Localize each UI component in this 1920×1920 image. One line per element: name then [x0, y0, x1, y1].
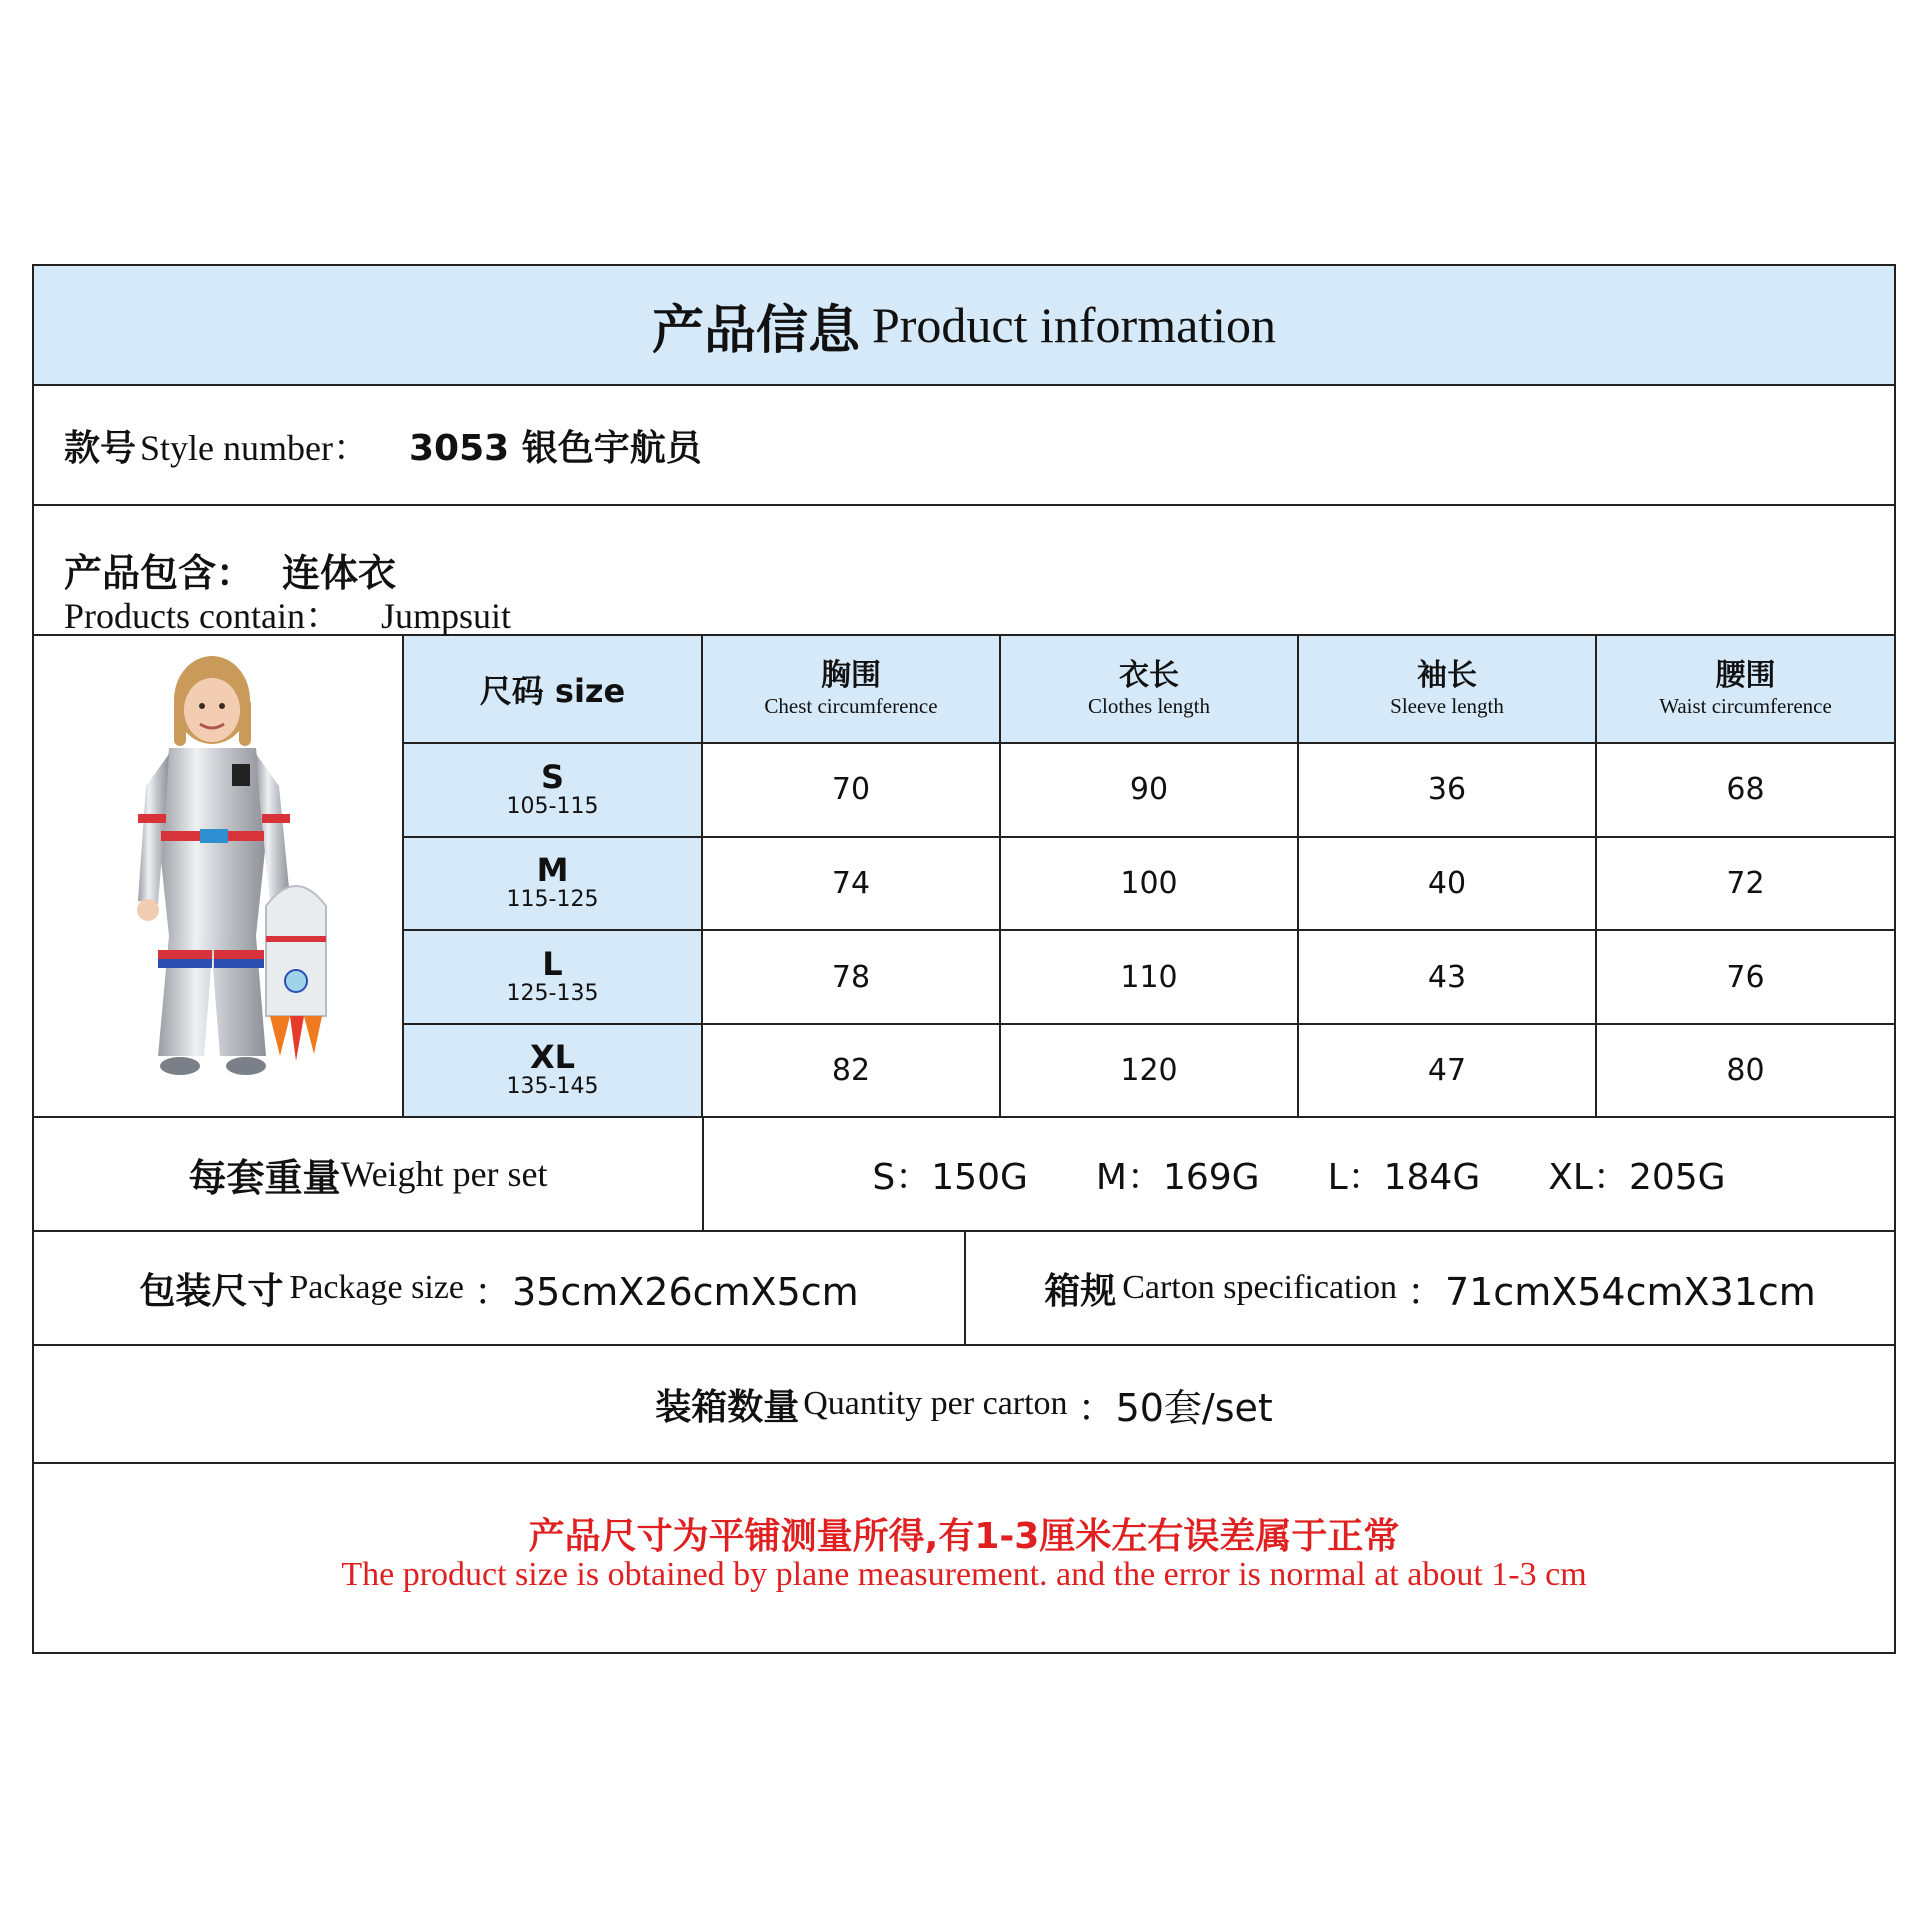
product-info-sheet — [32, 264, 1896, 1654]
size-label-cell — [404, 743, 702, 837]
note-zh: 产品尺寸为平铺测量所得,有1-3厘米左右误差属于正常 — [528, 1516, 1400, 1557]
size-label-cell — [404, 930, 702, 1024]
sleeve-header-en: Sleeve length — [1390, 694, 1504, 718]
sleeve-column-header — [1298, 636, 1596, 743]
weight-value-s: S：150G — [872, 1156, 1028, 1198]
sleeve-cell: 40 — [1298, 837, 1596, 931]
size-height: 115-125 — [506, 887, 599, 913]
weight-label — [34, 1118, 704, 1230]
weight-value-m: M：169G — [1095, 1156, 1260, 1198]
carton-value: ：71cmX54cmX31cm — [1406, 1269, 1816, 1314]
size-label-cell — [404, 1024, 702, 1116]
note-en: The product size is obtained by plane measurement. and the error is normal at about 1-3 cm — [341, 1556, 1587, 1593]
waist-column-header — [1596, 636, 1894, 743]
size-name: L — [542, 945, 563, 984]
size-name: S — [540, 757, 565, 796]
quantity-label-en: Quantity per carton — [803, 1385, 1068, 1422]
length-header-en: Clothes length — [1088, 694, 1210, 718]
sleeve-cell: 43 — [1298, 930, 1596, 1024]
quantity-row — [34, 1346, 1894, 1464]
size-name: M — [536, 851, 569, 890]
sleeve-cell: 36 — [1298, 743, 1596, 837]
table-row — [404, 743, 1894, 837]
waist-cell: 76 — [1596, 930, 1894, 1024]
style-value: 3053 银色宇航员 — [409, 427, 702, 469]
table-row — [404, 930, 1894, 1024]
weight-row — [34, 1118, 1894, 1232]
chest-column-header — [702, 636, 1000, 743]
weight-label-zh: 每套重量 — [188, 1155, 341, 1200]
package-label-zh: 包装尺寸 — [139, 1270, 284, 1312]
length-header-zh: 衣长 — [1119, 658, 1179, 693]
header-row — [34, 266, 1894, 386]
length-cell: 90 — [1000, 743, 1298, 837]
sleeve-cell: 47 — [1298, 1024, 1596, 1116]
carton-label-zh: 箱规 — [1044, 1270, 1117, 1312]
header-title-en: Product information — [871, 297, 1277, 353]
product-photo — [34, 636, 404, 1116]
size-table — [404, 636, 1894, 1116]
length-cell: 120 — [1000, 1024, 1298, 1116]
contain-label-zh: 产品包含： — [64, 551, 255, 595]
size-area — [34, 636, 1894, 1118]
table-row — [404, 1024, 1894, 1116]
waist-header-zh: 腰围 — [1715, 658, 1776, 693]
length-cell: 100 — [1000, 837, 1298, 931]
length-column-header — [1000, 636, 1298, 743]
header-title-zh: 产品信息 — [651, 300, 860, 361]
size-height: 105-115 — [506, 793, 599, 819]
contain-value-zh: 连体衣 — [282, 551, 397, 595]
size-header-label: 尺码 size — [479, 672, 626, 710]
chest-cell: 82 — [702, 1024, 1000, 1116]
sleeve-header-zh: 袖长 — [1417, 658, 1477, 693]
size-name: XL — [529, 1038, 576, 1077]
package-value: ：35cmX26cmX5cm — [473, 1269, 859, 1314]
weight-label-en: Weight per set — [340, 1154, 548, 1194]
chest-header-en: Chest circumference — [764, 694, 938, 718]
carton-spec-cell — [966, 1232, 1894, 1344]
package-label-en: Package size — [289, 1269, 464, 1306]
style-number-row — [34, 386, 1894, 506]
waist-cell: 80 — [1596, 1024, 1894, 1116]
weight-values — [704, 1118, 1894, 1230]
chest-cell: 74 — [702, 837, 1000, 931]
weight-value-xl: XL：205G — [1548, 1156, 1726, 1198]
size-column-header — [404, 636, 702, 743]
size-table-header — [404, 636, 1894, 743]
quantity-value: ：50套/set — [1077, 1385, 1273, 1430]
waist-header-en: Waist circumference — [1659, 694, 1832, 718]
chest-cell: 70 — [702, 743, 1000, 837]
measurement-note-row — [34, 1464, 1894, 1652]
quantity-label-zh: 装箱数量 — [655, 1386, 800, 1428]
chest-header-zh: 胸围 — [821, 658, 881, 693]
products-contain-row — [34, 506, 1894, 636]
chest-cell: 78 — [702, 930, 1000, 1024]
package-size-cell — [34, 1232, 966, 1344]
style-label-en: Style number： — [140, 427, 369, 468]
weight-value-l: L：184G — [1327, 1156, 1481, 1198]
size-height: 135-145 — [506, 1074, 599, 1100]
waist-cell: 72 — [1596, 837, 1894, 931]
size-label-cell — [404, 837, 702, 931]
package-row — [34, 1232, 1894, 1346]
waist-cell: 68 — [1596, 743, 1894, 837]
contain-label-en: Products contain： — [64, 596, 341, 636]
style-label-zh: 款号 — [64, 427, 137, 469]
contain-line-en — [64, 588, 511, 639]
contain-value-en: Jumpsuit — [380, 596, 511, 636]
length-cell: 110 — [1000, 930, 1298, 1024]
astronaut-child-image — [34, 636, 402, 1116]
carton-label-en: Carton specification — [1122, 1269, 1397, 1306]
table-row — [404, 837, 1894, 931]
size-height: 125-135 — [506, 981, 599, 1007]
